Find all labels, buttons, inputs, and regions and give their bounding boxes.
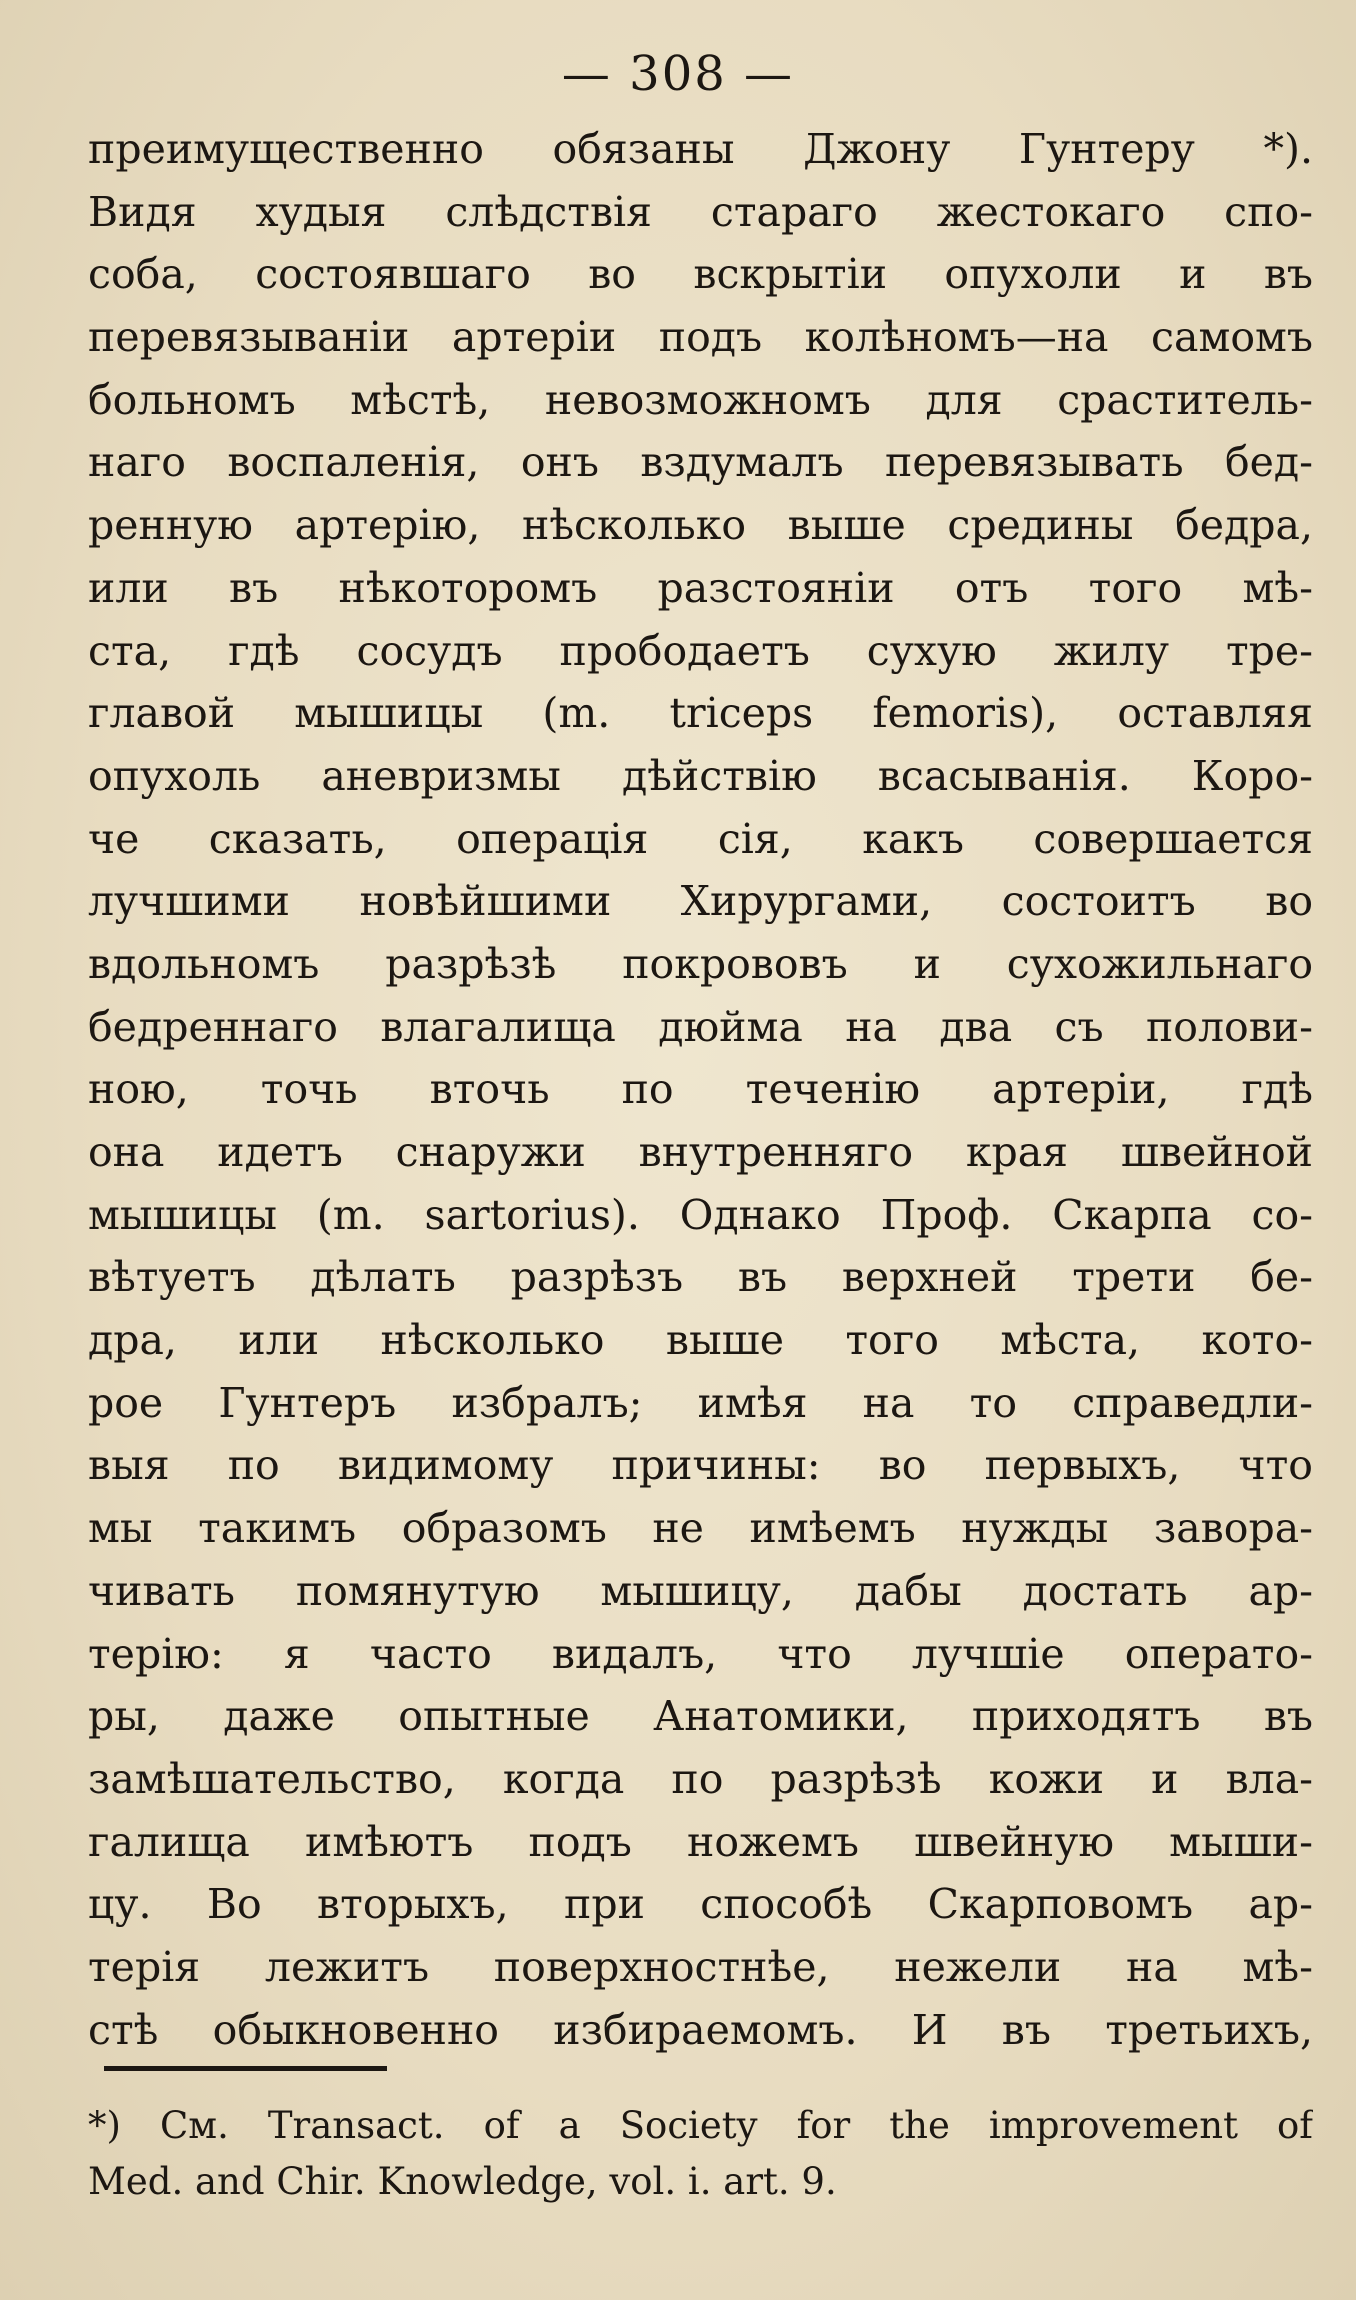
text-line: дра, или нѣсколько выше того мѣста, кото-: [88, 1316, 1313, 1365]
footnote: [88, 2098, 1313, 2210]
text-line: стѣ обыкновенно избираемомъ. И въ третьихъ,: [88, 2005, 1313, 2054]
text-line: перевязываніи артеріи подъ колѣномъ—на самомъ: [88, 313, 1313, 362]
text-line: рое Гунтеръ избралъ; имѣя на то справедли-: [88, 1378, 1313, 1427]
text-line: вдольномъ разрѣзѣ покрововъ и сухожильнаго: [88, 939, 1313, 988]
text-line: соба, состоявшаго во вскрытіи опухоли и въ: [88, 250, 1313, 299]
body-text: [88, 118, 1313, 2061]
text-line: бедреннаго влагалища дюйма на два съ полови-: [88, 1002, 1313, 1051]
footnote-line: Med. and Chir. Knowledge, vol. i. art. 9.: [88, 2160, 837, 2203]
text-line: Видя худыя слѣдствія стараго жестокаго спо-: [88, 187, 1313, 236]
text-line: терію: я часто видалъ, что лучшіе операто-: [88, 1629, 1313, 1678]
text-line: ною, точь вточь по теченію артеріи, гдѣ: [88, 1065, 1313, 1114]
text-line: замѣшательство, когда по разрѣзѣ кожи и вла-: [88, 1754, 1313, 1803]
text-line: главой мышицы (m. triceps femoris), оставляя: [88, 689, 1313, 738]
text-line: галища имѣютъ подъ ножемъ швейную мыши-: [88, 1817, 1313, 1866]
text-line: выя по видимому причины: во первыхъ, что: [88, 1441, 1313, 1490]
text-line: ста, гдѣ сосудъ прободаетъ сухую жилу тре-: [88, 626, 1313, 675]
text-line: мы такимъ образомъ не имѣемъ нужды завора-: [88, 1504, 1313, 1553]
text-line: опухоль аневризмы дѣйствію всасыванія. Коро-: [88, 751, 1313, 800]
text-line: цу. Во вторыхъ, при способѣ Скарповомъ ар-: [88, 1880, 1313, 1929]
text-line: ренную артерію, нѣсколько выше средины бедра,: [88, 501, 1313, 550]
text-line: наго воспаленія, онъ вздумалъ перевязывать бед-: [88, 438, 1313, 487]
text-line: чивать помянутую мышицу, дабы достать ар-: [88, 1566, 1313, 1615]
text-line: больномъ мѣстѣ, невозможномъ для сраститель-: [88, 375, 1313, 424]
text-line: она идетъ снаружи внутренняго края швейной: [88, 1128, 1313, 1176]
text-line: преимущественно обязаны Джону Гунтеру *).: [88, 125, 1313, 173]
footnote-line: *) См. Transact. of a Society for the improvement of: [88, 2104, 1313, 2147]
text-line: вѣтуетъ дѣлать разрѣзъ въ верхней трети бе-: [88, 1253, 1313, 1302]
page-number: — 308 —: [561, 46, 795, 102]
footnote-separator: [104, 2066, 387, 2071]
text-line: че сказать, операція сія, какъ совершается: [88, 814, 1313, 863]
text-line: мышицы (m. sartorius). Однако Проф. Скарпа со-: [88, 1190, 1313, 1239]
text-line: лучшими новѣйшими Хирургами, состоитъ во: [88, 877, 1313, 926]
text-line: или въ нѣкоторомъ разстояніи отъ того мѣ-: [88, 563, 1313, 612]
text-line: терія лежитъ поверхностнѣе, нежели на мѣ-: [88, 1942, 1313, 1991]
text-line: ры, даже опытные Анатомики, приходятъ въ: [88, 1692, 1313, 1741]
